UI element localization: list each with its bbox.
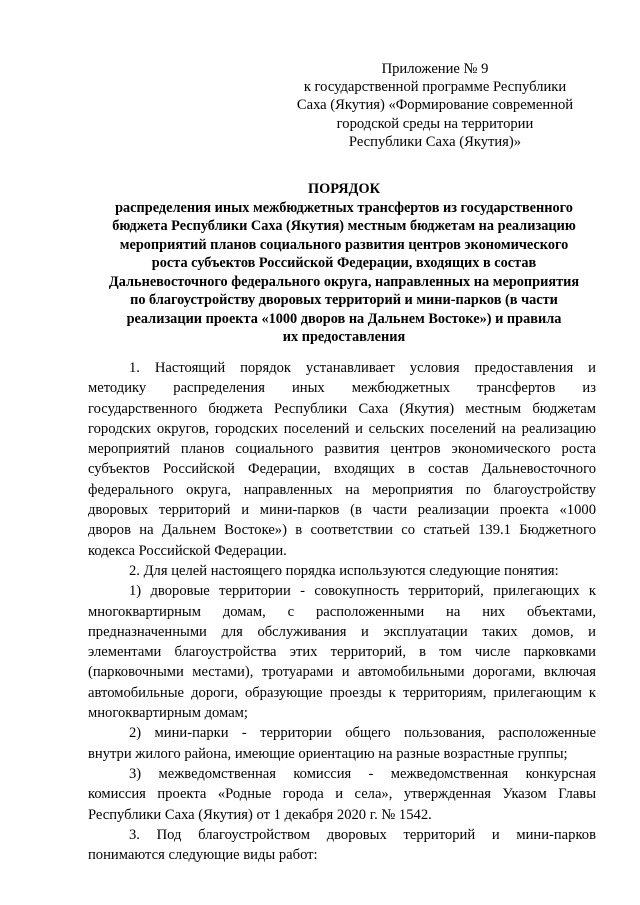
body-line: дворов на Дальнем Востоке») в соответствии со статьей 139.1 Бюджетного: [88, 522, 596, 539]
title-heading: ПОРЯДОК: [308, 181, 380, 197]
body-line: кодекса Российской Федерации.: [88, 542, 287, 559]
body-line: 1. Настоящий порядок устанавливает условия предоставления и: [129, 360, 596, 376]
body-line: 3. Под благоустройством дворовых территорий и мини-парков: [129, 826, 596, 843]
title-line: распределения иных межбюджетных трансфертов из государственного: [115, 199, 573, 216]
body-line: (парковочными местами), тротуарами и автомобильными дорогами, включая: [88, 664, 596, 681]
body-line: 2) мини-парки - территории общего пользования, расположенные: [129, 725, 596, 742]
body-line: государственного бюджета Республики Саха (Якутия) местным бюджетам: [88, 400, 596, 417]
body-line: многоквартирным домам;: [88, 705, 248, 722]
body-line: понимаются следующие виды работ:: [88, 847, 318, 864]
body-line: комиссия проекта «Родные города и села», утвержденная Указом Главы: [88, 786, 596, 803]
title-line: реализации проекта «1000 дворов на Дальнем Востоке») и правила: [126, 310, 562, 327]
body-line: субъектов Российской Федерации, входящих в состав Дальневосточного: [88, 461, 596, 478]
body-line: многоквартирным домам, с расположенными на них объектами,: [88, 603, 596, 620]
appendix-line: Приложение № 9: [381, 61, 489, 77]
title-line: по благоустройству дворовых территорий и мини-парков (в части: [130, 292, 558, 308]
document-title: [80, 180, 608, 347]
title-line: бюджета Республики Саха (Якутия) местным бюджетам на реализацию: [112, 218, 576, 234]
body-line: городских округов, городских поселений и сельских поселений на реализацию: [88, 420, 596, 437]
title-line: роста субъектов Российской Федерации, входящих в состав: [151, 255, 537, 271]
body-line: дворовых территорий и мини-парков (в части реализации проекта «1000: [88, 502, 596, 519]
body-line: элементами благоустройства этих территорий, в том числе парковками: [88, 644, 596, 661]
body-line: 3) межведомственная комиссия - межведомственная конкурсная: [129, 765, 596, 782]
appendix-line: к государственной программе Республики: [303, 79, 567, 96]
body-line: автомобильные дороги, образующие проезды к территориям, прилегающим к: [88, 684, 596, 701]
appendix-line: Республики Саха (Якутия)»: [348, 133, 522, 150]
appendix-line: Саха (Якутия) «Формирование современной: [296, 97, 574, 114]
body-line: федерального округа, направленных на мероприятия по благоустройству: [88, 481, 596, 498]
body-line: 2. Для целей настоящего порядка используются следующие понятия:: [129, 562, 559, 579]
body-line: Республики Саха (Якутия) от 1 декабря 2020 г. № 1542.: [88, 806, 432, 823]
body-line: методику распределения иных межбюджетных трансфертов из: [88, 380, 596, 397]
title-line: Дальневосточного федерального округа, направленных на мероприятия: [108, 273, 580, 290]
title-line: мероприятий планов социального развития центров экономического: [119, 236, 569, 253]
body-line: мероприятий планов социального развития центров экономического роста: [88, 441, 596, 458]
body-line: 1) дворовые территории - совокупность территорий, прилегающих к: [129, 583, 596, 600]
body-line: предназначенными для обслуживания и эксплуатации таких домов, и: [88, 623, 596, 640]
body-line: внутри жилого района, имеющие ориентацию на разные возрастные группы;: [88, 745, 568, 762]
appendix-header: [280, 60, 590, 151]
appendix-line: городской среды на территории: [336, 115, 534, 132]
document-body: [88, 358, 596, 865]
title-line: их предоставления: [282, 329, 406, 345]
